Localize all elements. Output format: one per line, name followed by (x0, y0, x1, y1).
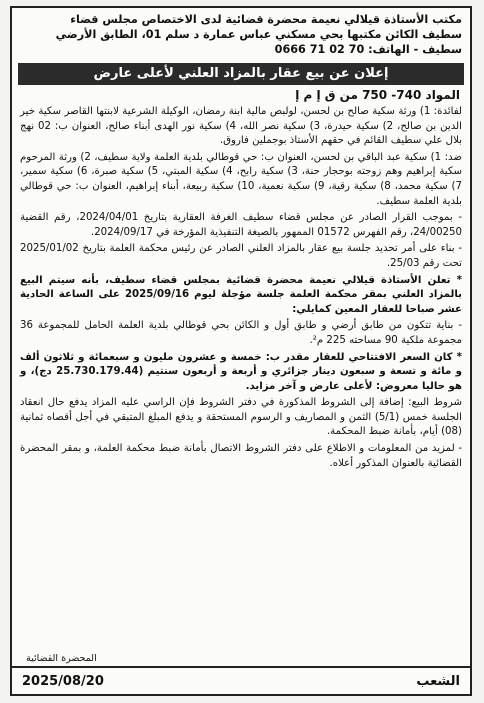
newspaper-name: الشعب (416, 673, 460, 689)
notice-header (12, 8, 470, 59)
publication-date: 2025/08/20 (22, 673, 104, 689)
notice-title: إعلان عن بيع عقار بالمزاد العلني لأعلى عارض (18, 63, 464, 85)
paragraph-property: - بناية تتكون من طابق أرضي و طابق أول و الكائن بحي قوطالي بلدية العلمة الحامل للمجموعة 36 مجموعة ملكية 90 مساحته 225 م². (20, 320, 462, 346)
header-line-1: مكتب الأستاذة قيلالي نعيمة محضرة قضائية لدى الاختصاص مجلس قضاء (70, 13, 462, 26)
paragraph-sale-order: - بناء على أمر تحديد جلسة بيع عقار بالمزاد العلني الصادر عن رئيس محكمة العلمة بتاريخ 2025/01/02 تحت رقم 25/03. (20, 243, 462, 269)
notice-footer (12, 666, 470, 694)
paragraph-beneficiaries: لفائدة: 1) ورثة سكية صالح بن لحسن، لولبص مالية ابنة رمضان، الوكيلة الشرعية لابنتها القاصر سكية خير الدين بن صالح، 2) سكية حيدرة، 3) سكية نصر الله، 4) سكية نور الهدى أبناء صالح، العنوان ب: 02 نهج بلال علي سطيف القائم في حقهم الأستاذ بوجملين فاروق. (20, 106, 462, 147)
notice-subtitle: المواد 740- 750 من ق إ م إ (295, 88, 460, 102)
header-line-2: سطيف الكائن مكتبها بحي مسكني عباس عمارة د سلم 01، الطابق الأرضي (55, 28, 462, 41)
signature: المحضرة القضائية (26, 653, 97, 664)
paragraph-contact: - لمزيد من المعلومات و الاطلاع على دفتر الشروط الاتصال بأمانة ضبط محكمة العلمة، و بمقر المحضرة القضائية بالعنوان المذكور أعلاه. (20, 443, 462, 469)
paragraph-announcement: * تعلن الأستاذة قيلالي نعيمة محضرة قضائية بمجلس قضاء سطيف، بأنه سيتم البيع بالمزاد العلني بمقر محكمة العلمة جلسة مؤجلة ليوم 2025/09/16 على الساعة الحادية عشر صباحا للعقار المعين كمايلي: (20, 274, 462, 315)
auction-notice (10, 6, 472, 696)
notice-body (12, 105, 470, 471)
paragraph-price: * كان السعر الافتتاحي للعقار مقدر ب: خمسة و عشرون مليون و سبعمائة و ثلاثون ألف و مائة و تسعة و سبعون دينار جزائري و أربعة و أربعون سنتيم (25.730.179.44 دج)، و هو حاليا معروض: لأعلى عارض و آخر مزايد. (20, 351, 462, 392)
header-line-3: سطيف - الهاتف: 70 02 71 0666 (274, 43, 462, 56)
paragraph-defendants: ضد: 1) سكية عبد الباقي بن لحسن، العنوان ب: حي قوطالي بلدية العلمة ولاية سطيف، 2) ورثة المرحوم سكية إبراهيم وهم زوجته بوحجار حنة، 3) سكية رابح، 4) سكية المبتي، 5) سكية صبرة، 6) سكية سمير، 7) سكية محمد، 8) سكية رقية، 9) سكية نعمية، 10) سكية ربيعة، أبناء إبراهيم، العنوان ب: حي قوطالي بلدية العلمة سطيف. (20, 151, 463, 207)
paragraph-conditions: شروط البيع: إضافة إلى الشروط المذكورة في دفتر الشروط فإن الراسي عليه المزاد يدفع حال انعقاد الجلسة خمس (5/1) الثمن و المصاريف و الرسوم المستحقة و يدفع المبلغ المتبقي في أجل أقصاه ثمانية (08) أيام، بأمانة ضبط المحكمة. (20, 397, 462, 438)
paragraph-court-decision: - بموجب القرار الصادر عن مجلس قضاء سطيف الغرفة العقارية بتاريخ 2024/04/01، رقم القضية 24/00250، رقم الفهرس 01572 الممهور بالصيغة التنفيذية المؤرخة في 2024/09/17. (20, 212, 463, 238)
